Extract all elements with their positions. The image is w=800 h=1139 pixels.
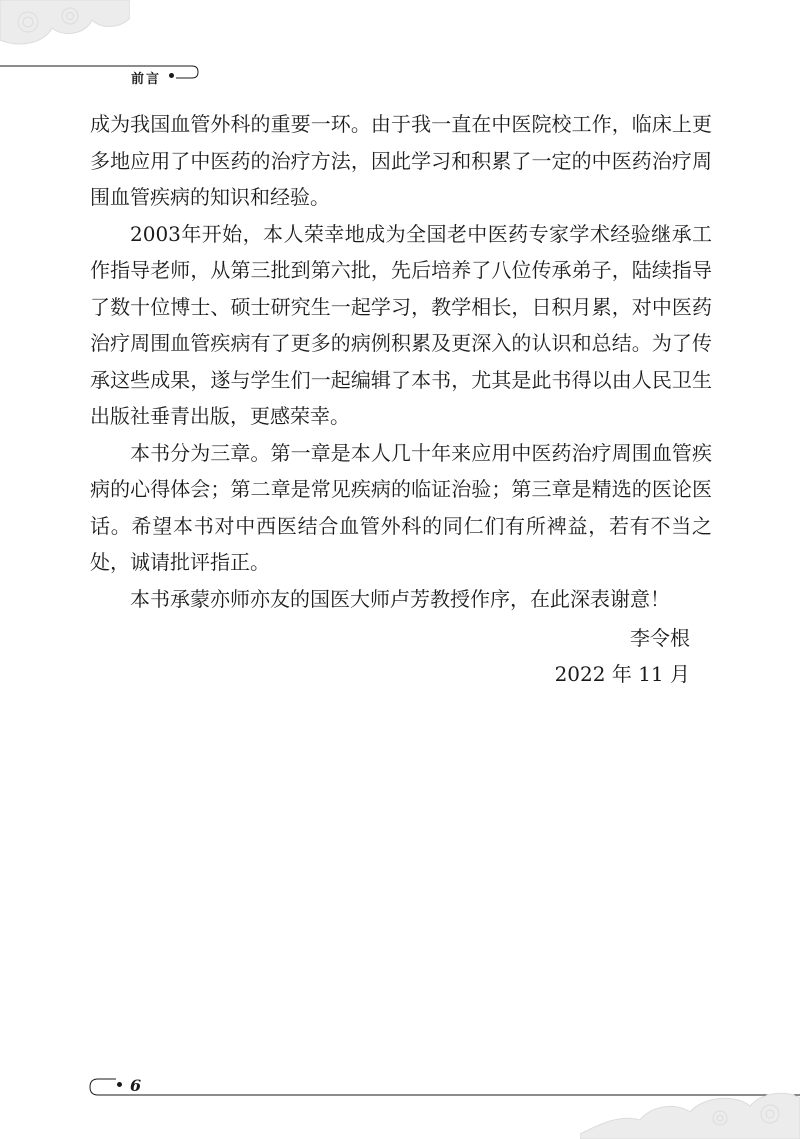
cloud-ornament-top-left [0,0,130,60]
running-head: 前言 [131,72,162,87]
page-number: 6 [130,1076,142,1095]
signature-date: 2022 年 11 月 [554,662,690,686]
footer-dot [117,1082,122,1087]
paragraph: 本书分为三章。第一章是本人几十年来应用中医药治疗周围血管疾病的心得体会；第二章是常见疾病的临证治验；第三章是精选的医论医话。希望本书对中西医结合血管外科的同仁们有所裨益，若有不当之处，诚请批评指正。 [90,440,712,574]
author-name: 李令根 [630,626,690,650]
paragraph: 成为我国血管外科的重要一环。由于我一直在中医院校工作，临床上更多地应用了中医药的治疗方法，因此学习和积累了一定的中医药治疗周围血管疾病的知识和经验。 [90,112,712,209]
cloud-ornament-bottom-right [580,1084,800,1139]
header-dot [169,73,174,78]
paragraph: 2003年开始，本人荣幸地成为全国老中医药专家学术经验继承工作指导老师，从第三批到第六批，先后培养了八位传承弟子，陆续指导了数十位博士、硕士研究生一起学习，教学相长，日积月累，对中医药治疗周围血管疾病有了更多的病例积累及更深入的认识和总结。为了传承这些成果，遂与学生们一起编辑了本书，尤其是此书得以由人民卫生出版社垂青出版，更感荣幸。 [90,221,712,428]
signature-block [555,620,690,692]
body-text [90,106,712,617]
paragraph: 本书承蒙亦师亦友的国医大师卢芳教授作序，在此深表谢意！ [130,586,670,611]
